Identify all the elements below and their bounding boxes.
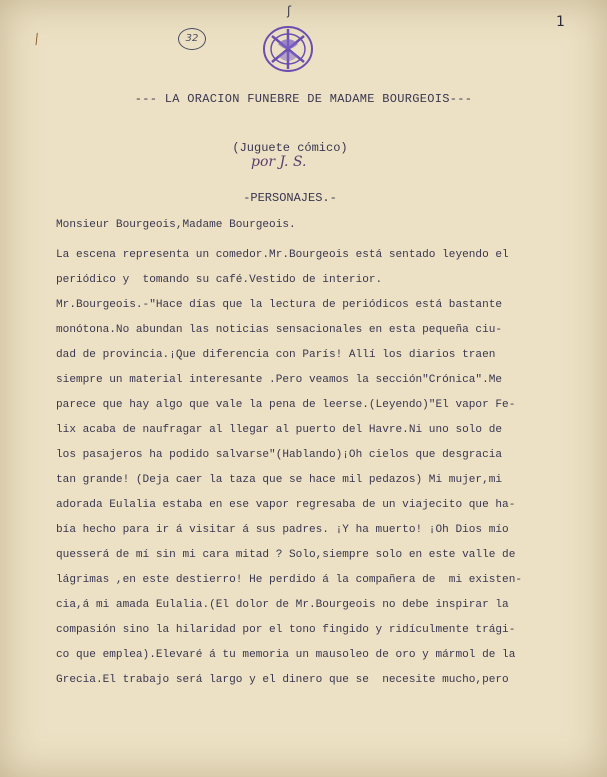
text-line: tan grande! (Deja caer la taza que se hace mil pedazos) Mi mujer,mi xyxy=(56,474,503,486)
text-line: adorada Eulalia estaba en ese vapor regresaba de un viajecito que ha- xyxy=(56,499,516,511)
monogram-stamp-icon xyxy=(262,24,314,74)
text-line: co que emplea).Elevaré á tu memoria un mausoleo de oro y mármol de la xyxy=(56,649,516,661)
text-line: compasión sino la hilaridad por el tono fingido y ridículmente trági- xyxy=(56,624,516,636)
handwritten-author-note: por J. S. xyxy=(251,154,307,170)
text-line: La escena representa un comedor.Mr.Bourgeois está sentado leyendo el xyxy=(56,249,509,261)
text-line: siempre un material interesante .Pero veamos la sección"Crónica".Me xyxy=(56,374,503,386)
circled-folio-number: 32 xyxy=(178,28,206,50)
text-line: quesserá de mí sin mi cara mitad ? Solo,siempre solo en este valle de xyxy=(56,549,516,561)
text-line: periódico y tomando su café.Vestido de interior. xyxy=(56,274,383,286)
text-line: Monsieur Bourgeois,Madame Bourgeois. xyxy=(56,219,296,231)
margin-pen-mark: ⁄ xyxy=(32,32,42,48)
text-line: los pasajeros ha podido salvarse"(Hablando)¡Oh cielos que desgracia xyxy=(56,449,503,461)
document-title: --- LA ORACION FUNEBRE DE MADAME BOURGEOIS--- xyxy=(134,92,473,106)
text-line: cia,á mi amada Eulalia.(El dolor de Mr.Bourgeois no debe inspirar la xyxy=(56,599,509,611)
text-line: Grecia.El trabajo será largo y el dinero que se necesite mucho,pero xyxy=(56,674,509,686)
text-line: dad de provincia.¡Que diferencia con París! Allí los diarios traen xyxy=(56,349,496,361)
text-line: Mr.Bourgeois.-"Hace días que la lectura de periódicos está bastante xyxy=(56,299,503,311)
document-subtitle: (Juguete cómico) xyxy=(232,141,348,155)
top-pen-mark: ʃ xyxy=(287,4,292,18)
text-line: bía hecho para ir á visitar á sus padres. ¡Y ha muerto! ¡Oh Dios mío xyxy=(56,524,509,536)
text-line: monótona.No abundan las noticias sensacionales en esta pequeña ciu- xyxy=(56,324,503,336)
text-line: lix acaba de naufragar al llegar al puerto del Havre.Ni uno solo de xyxy=(56,424,503,436)
text-line: lágrimas ,en este destierro! He perdido á la compañera de mi existen- xyxy=(56,574,523,586)
page-number: 1 xyxy=(556,14,565,30)
text-line: parece que hay algo que vale la pena de leerse.(Leyendo)"El vapor Fe- xyxy=(56,399,516,411)
personajes-heading: -PERSONAJES.- xyxy=(243,191,337,205)
